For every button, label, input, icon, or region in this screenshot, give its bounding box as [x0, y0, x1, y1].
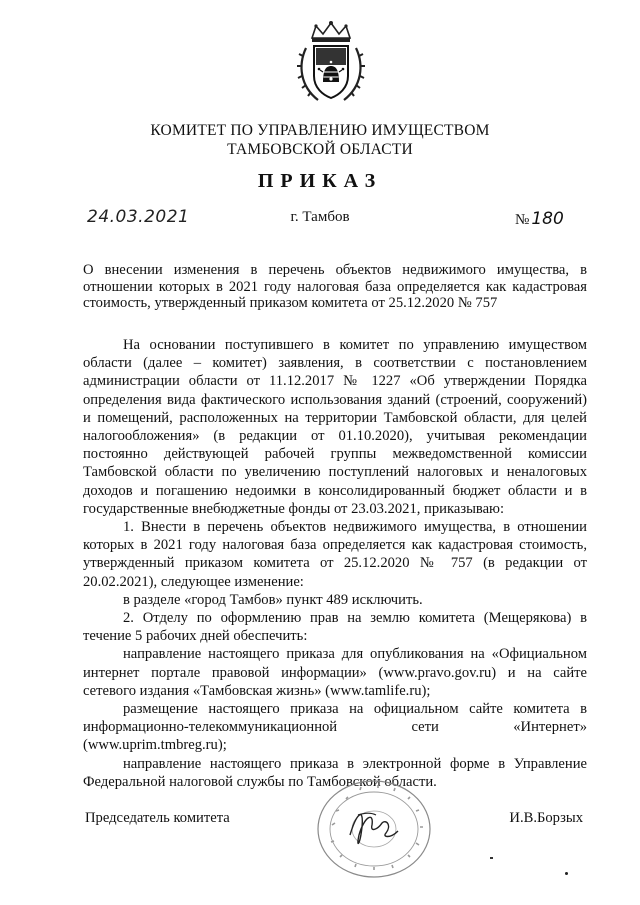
handwritten-number: 180	[531, 209, 564, 229]
body-paragraph: 1. Внести в перечень объектов недвижимого имущества, в отношении которых в 2021 году налоговая база определяется как кадастровая стоимость, утвержденный приказом комитета от 25.12.2020 № 757 (в редакции от 20.02.2021), следующее изменение:	[83, 519, 587, 590]
document-number	[515, 209, 564, 229]
body-paragraph: На основании поступившего в комитет по управлению имуществом области (далее – комитет) заявления, в соответствии с постановлением администрации области от 11.12.2017 № 1227 «Об утверждении Порядка определения вида фактического использования зданий (строений, сооружений) и помещений, расположенных на территории Тамбовской области, для целей налогообложения» (в редакции от 01.10.2020), учитывая рекомендации постоянно действующей рабочей группы межведомственной комиссии Тамбовской области по увеличению поступлений налоговых и неналоговых доходов и погашению недоимки в консолидированный бюджет области и в государственные внебюджетные фонды от 23.03.2021, приказываю:	[83, 337, 587, 517]
scan-mark	[565, 872, 568, 875]
number-sign: №	[515, 212, 530, 228]
document-type-title: ПРИКАЗ	[257, 170, 383, 192]
body-paragraph: в разделе «город Тамбов» пункт 489 исключить.	[123, 591, 423, 608]
handwritten-date: 24.03.2021	[87, 207, 190, 227]
organization-title	[0, 121, 640, 159]
document-subject: О внесении изменения в перечень объектов недвижимого имущества, в отношении которых в 2021 году налоговая база определяется как кадастровая стоимость, утвержденный приказом комитета от 25.12.2020 № 757	[83, 262, 587, 312]
body-paragraph: 2. Отделу по оформлению прав на землю комитета (Мещерякова) в течение 5 рабочих дней обеспечить:	[83, 610, 587, 645]
document-body	[83, 336, 587, 791]
signatory-position: Председатель комитета	[85, 810, 230, 826]
organization-line-2: ТАМБОВСКОЙ ОБЛАСТИ	[227, 141, 413, 158]
body-paragraph: направление настоящего приказа в электронной форме в Управление Федеральной налоговой службы по Тамбовской области.	[83, 755, 587, 790]
city: г. Тамбов	[290, 209, 350, 225]
body-paragraph: направление настоящего приказа для опубликования на «Официальном интернет портале правовой информации» (www.pravo.gov.ru) и на сайте сетевого издания «Тамбовская жизнь» (www.tamlife.ru);	[83, 646, 587, 699]
scan-mark	[490, 857, 493, 859]
signatory-name: И.В.Борзых	[509, 810, 583, 826]
organization-line-1: КОМИТЕТ ПО УПРАВЛЕНИЮ ИМУЩЕСТВОМ	[150, 122, 490, 139]
round-seal-stamp	[312, 775, 437, 880]
coat-of-arms-icon	[296, 20, 366, 106]
body-paragraph: размещение настоящего приказа на официальном сайте комитета в информационно-телекоммуникационной сети «Интернет» (www.uprim.tmbreg.ru);	[83, 701, 587, 754]
